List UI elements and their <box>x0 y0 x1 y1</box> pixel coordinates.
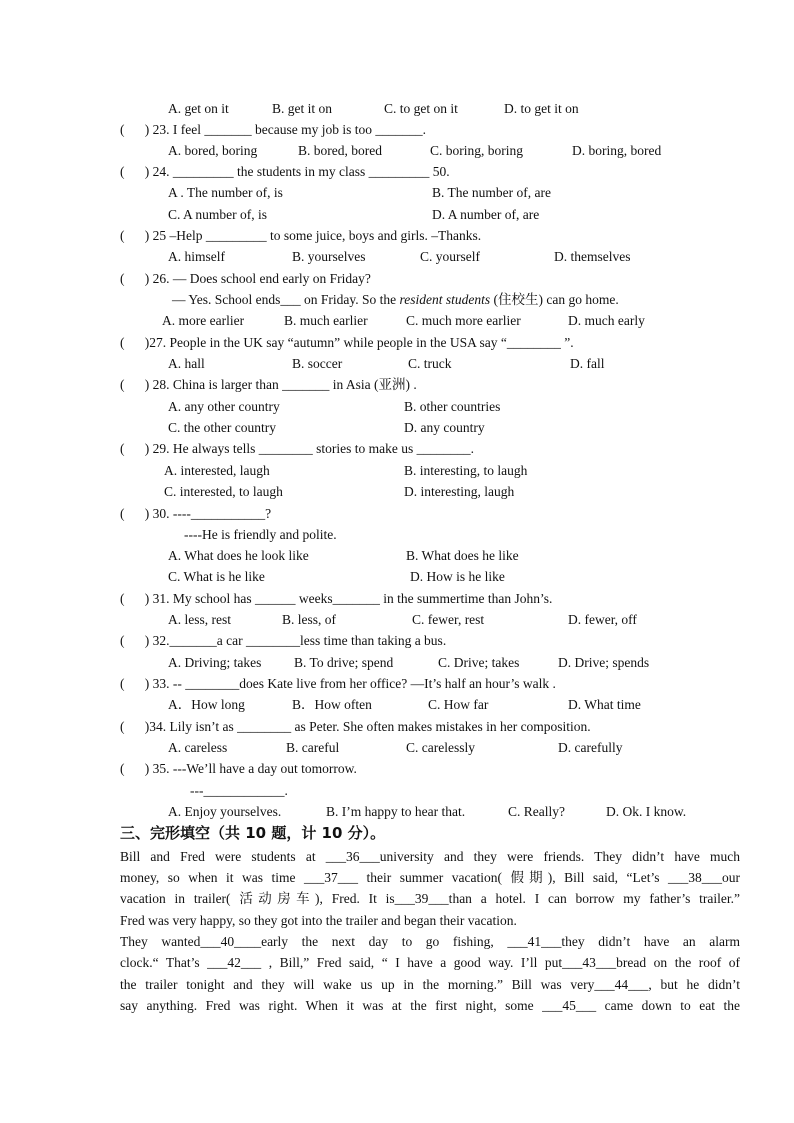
q23-option-b: B. bored, bored <box>298 143 382 158</box>
q25-option-d: D. themselves <box>554 249 631 264</box>
q32-option-c: C. Drive; takes <box>438 655 520 670</box>
q25-option-b: B. yourselves <box>292 249 366 264</box>
q28-stem: ( ) 28. China is larger than _______ in Asia (亚洲) . <box>120 377 417 392</box>
q23-option-d: D. boring, bored <box>572 143 662 158</box>
q32-stem: ( ) 32._______a car ________less time than taking a bus. <box>120 633 447 648</box>
cloze-line-3: vacation in trailer( 活动房车), Fred. It is___39___than a hotel. I can borrow my father’s trailer.” <box>120 891 740 906</box>
q31-stem: ( ) 31. My school has ______ weeks_______ in the summertime than John’s. <box>120 591 553 606</box>
q28-option-c: C. the other country <box>168 420 276 435</box>
cloze-line-2: money, so when it was time ___37___ their summer vacation( 假期), Bill said, “Let’s ___38___our <box>120 870 740 885</box>
cloze-line-6: clock.“ That’s ___42___ , Bill,” Fred said, “ I have a good way. I’ll put___43___bread on the roof of <box>120 955 740 970</box>
q31-option-a: A. less, rest <box>168 612 231 627</box>
q24-option-c: C. A number of, is <box>168 207 268 222</box>
q32-option-d: D. Drive; spends <box>558 655 650 670</box>
q33-option-a: A．How long <box>168 697 245 712</box>
cloze-line-4: Fred was very happy, so they got into the trailer and began their vacation. <box>120 913 517 928</box>
q27-stem: ( )27. People in the UK say “autumn” while people in the USA say “________ ”. <box>120 335 574 350</box>
q35-option-a: A. Enjoy yourselves. <box>168 804 282 819</box>
q26-reply-italic: resident students <box>399 292 491 307</box>
q26-stem: ( ) 26. — Does school end early on Friday? <box>120 271 371 286</box>
q24-stem: ( ) 24. _________ the students in my class _________ 50. <box>120 164 450 179</box>
q24-option-a: A . The number of, is <box>168 185 283 200</box>
q33-stem: ( ) 33. -- ________does Kate live from her office? —It’s half an hour’s walk . <box>120 676 556 691</box>
q32-option-a: A. Driving; takes <box>168 655 262 670</box>
q25-stem: ( ) 25 –Help _________ to some juice, boys and girls. –Thanks. <box>120 228 482 243</box>
q35-reply: ---____________. <box>190 783 288 798</box>
q30-option-a: A. What does he look like <box>168 548 309 563</box>
q24-option-b: B. The number of, are <box>432 185 551 200</box>
q34-stem: ( )34. Lily isn’t as ________ as Peter. She often makes mistakes in her composition. <box>120 719 591 734</box>
q26-reply-pre: — Yes. School ends___ on Friday. So the <box>172 292 400 307</box>
cloze-line-5: They wanted___40____early the next day to go fishing, ___41___they didn’t have an alarm <box>120 934 740 949</box>
q30-stem: ( ) 30. ----___________? <box>120 506 272 521</box>
cloze-line-7: the trailer tonight and they will wake us up in the morning.” Bill was very___44___, but he didn’t <box>120 977 740 992</box>
q22-option-d: D. to get it on <box>504 101 579 116</box>
q26-option-a: A. more earlier <box>162 313 245 328</box>
q27-option-a: A. hall <box>168 356 205 371</box>
q22-option-b: B. get it on <box>272 101 332 116</box>
q29-stem: ( ) 29. He always tells ________ stories to make us ________. <box>120 441 474 456</box>
q28-option-b: B. other countries <box>404 399 501 414</box>
q33-option-c: C. How far <box>428 697 489 712</box>
cloze-line-1: Bill and Fred were students at ___36___university and they were friends. They didn’t have much <box>120 849 740 864</box>
q33-option-b: B．How often <box>292 697 372 712</box>
q35-option-b: B. I’m happy to hear that. <box>326 804 466 819</box>
q35-stem: ( ) 35. ---We’ll have a day out tomorrow. <box>120 761 357 776</box>
q28-option-a: A. any other country <box>168 399 280 414</box>
q31-option-b: B. less, of <box>282 612 336 627</box>
q30-reply: ----He is friendly and polite. <box>184 527 337 542</box>
q26-reply <box>172 291 619 309</box>
q29-option-c: C. interested, to laugh <box>164 484 283 499</box>
q25-option-a: A. himself <box>168 249 225 264</box>
q24-option-d: D. A number of, are <box>432 207 540 222</box>
q27-option-d: D. fall <box>570 356 605 371</box>
q27-option-b: B. soccer <box>292 356 343 371</box>
q31-option-c: C. fewer, rest <box>412 612 485 627</box>
q29-option-b: B. interesting, to laugh <box>404 463 528 478</box>
q23-option-a: A. bored, boring <box>168 143 258 158</box>
cloze-line-8: say anything. Fred was right. When it was at the first night, some ___45___ came down to eat the <box>120 998 740 1013</box>
q22-option-a: A. get on it <box>168 101 229 116</box>
q28-option-d: D. any country <box>404 420 485 435</box>
q30-option-d: D. How is he like <box>410 569 505 584</box>
q34-option-b: B. careful <box>286 740 340 755</box>
q27-option-c: C. truck <box>408 356 452 371</box>
q33-option-d: D. What time <box>568 697 641 712</box>
q23-option-c: C. boring, boring <box>430 143 523 158</box>
q30-option-c: C. What is he like <box>168 569 265 584</box>
q26-option-c: C. much more earlier <box>406 313 521 328</box>
q34-option-c: C. carelessly <box>406 740 475 755</box>
q30-option-b: B. What does he like <box>406 548 519 563</box>
q29-option-a: A. interested, laugh <box>164 463 270 478</box>
q34-option-d: D. carefully <box>558 740 623 755</box>
q26-option-d: D. much early <box>568 313 645 328</box>
q31-option-d: D. fewer, off <box>568 612 637 627</box>
q26-reply-post: (住校生) can go home. <box>490 292 619 307</box>
q35-option-d: D. Ok. I know. <box>606 804 687 819</box>
q32-option-b: B. To drive; spend <box>294 655 394 670</box>
q25-option-c: C. yourself <box>420 249 480 264</box>
q23-stem: ( ) 23. I feel _______ because my job is too _______. <box>120 122 426 137</box>
q34-option-a: A. careless <box>168 740 228 755</box>
q26-option-b: B. much earlier <box>284 313 368 328</box>
q35-option-c: C. Really? <box>508 804 565 819</box>
q29-option-d: D. interesting, laugh <box>404 484 515 499</box>
q22-option-c: C. to get on it <box>384 101 458 116</box>
section-3-heading: 三、完形填空（共 10 题，计 10 分）。 <box>120 824 386 842</box>
